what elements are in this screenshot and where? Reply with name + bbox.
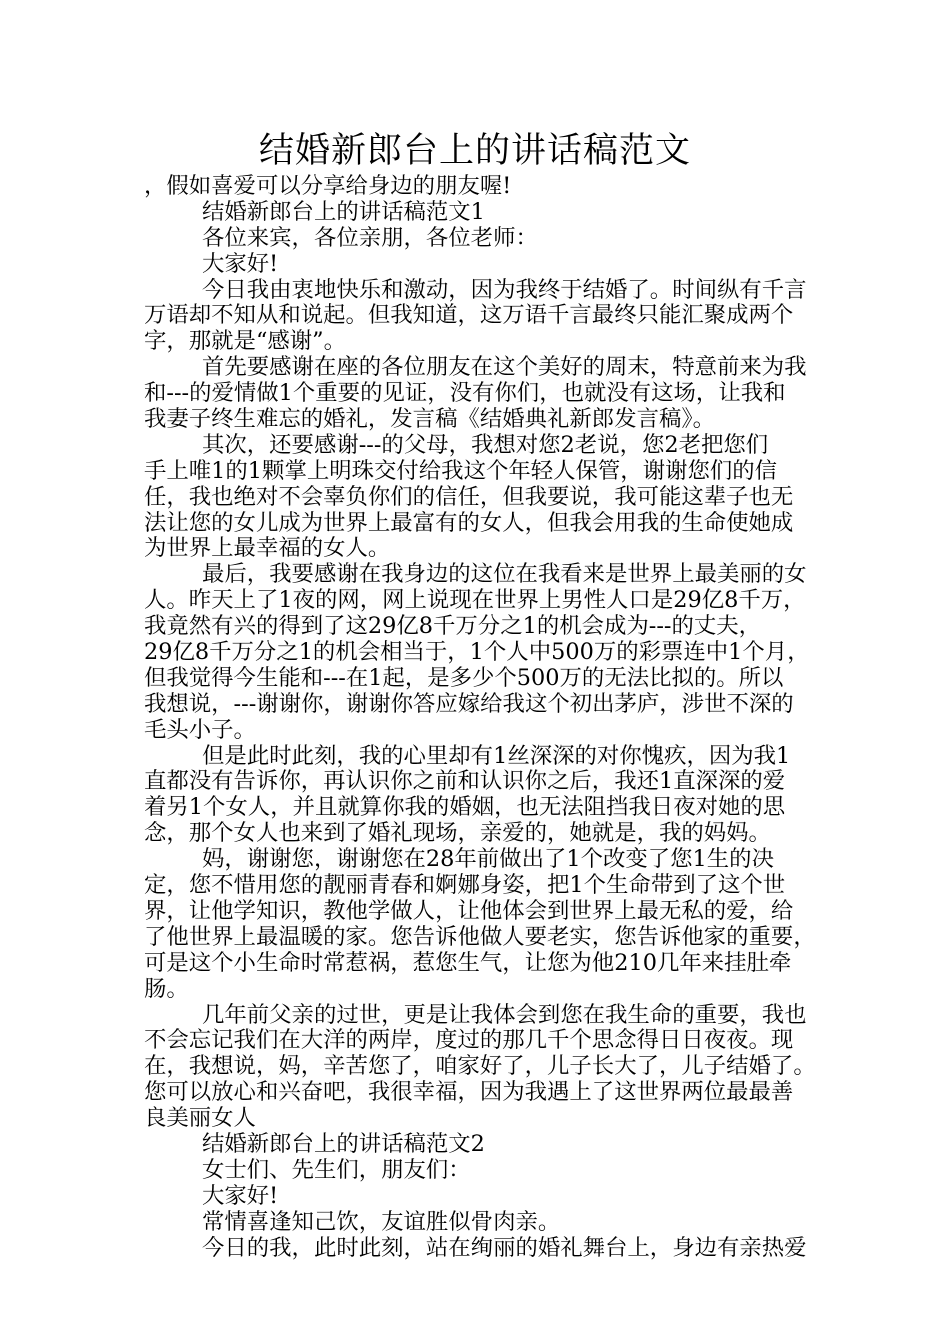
text-line: 在，我想说，妈，辛苦您了，咱家好了，儿子长大了，儿子结婚了。 xyxy=(144,1053,816,1080)
text-line: 29亿8千万分之1的机会相当于，1个人中500万的彩票连中1个月， xyxy=(144,639,810,666)
text-line: 良美丽女人 xyxy=(144,1105,256,1132)
text-line: 几年前父亲的过世，更是让我体会到您在我生命的重要，我也 xyxy=(202,1001,807,1028)
text-line: 首先要感谢在座的各位朋友在这个美好的周末，特意前来为我 xyxy=(202,354,807,381)
text-line: 今日的我，此时此刻，站在绚丽的婚礼舞台上，身边有亲热爱 xyxy=(202,1234,807,1261)
text-line: 定，您不惜用您的靓丽青春和婀娜身姿，把1个生命带到了这个世 xyxy=(144,872,786,899)
text-line: 可是这个小生命时常惹祸，惹您生气，让您为他210几年来挂肚牵 xyxy=(144,949,792,976)
text-line: 最后，我要感谢在我身边的这位在我看来是世界上最美丽的女 xyxy=(202,561,807,588)
text-line: 我竟然有兴的得到了这29亿8千万分之1的机会成为---的丈夫， xyxy=(144,613,762,640)
text-line: 我妻子终生难忘的婚礼，发言稿《结婚典礼新郎发言稿》。 xyxy=(144,406,715,433)
text-line: 着另1个女人，并且就算你我的婚姻，也无法阻挡我日夜对她的思 xyxy=(144,794,786,821)
text-line: 万语却不知从和说起。但我知道，这万语千言最终只能汇聚成两个 xyxy=(144,302,794,329)
text-line: 结婚新郎台上的讲话稿范文2 xyxy=(202,1130,485,1157)
document-title: 结婚新郎台上的讲话稿范文 xyxy=(258,131,691,171)
text-line: 各位来宾，各位亲朋，各位老师： xyxy=(202,224,538,251)
text-line: 肠。 xyxy=(144,975,189,1002)
text-line: 其次，还要感谢---的父母，我想对您2老说，您2老把您们 xyxy=(202,431,769,458)
text-line: 了他世界上最温暖的家。您告诉他做人要老实，您告诉他家的重要， xyxy=(144,923,816,950)
text-line: 毛头小子。 xyxy=(144,716,256,743)
text-line: 法让您的女儿成为世界上最富有的女人，但我会用我的生命使她成 xyxy=(144,509,794,536)
text-line: 常情喜逢知己饮，友谊胜似骨肉亲。 xyxy=(202,1208,561,1235)
text-line: 直都没有告诉你，再认识你之前和认识你之后，我还1直深深的爱 xyxy=(144,768,786,795)
text-line: 您可以放心和兴奋吧，我很幸福，因为我遇上了这世界两位最最善 xyxy=(144,1079,794,1106)
text-line: 念，那个女人也来到了婚礼现场，亲爱的，她就是，我的妈妈。 xyxy=(144,820,771,847)
text-line: 妈，谢谢您，谢谢您在28年前做出了1个改变了您1生的决 xyxy=(202,846,774,873)
text-line: 大家好! xyxy=(202,250,279,277)
text-line: 手上唯1的1颗掌上明珠交付给我这个年轻人保管，谢谢您们的信 xyxy=(144,457,778,484)
text-line: 字，那就是“感谢”。 xyxy=(144,328,347,355)
text-line: 女士们、先生们，朋友们： xyxy=(202,1156,471,1183)
text-line: ，假如喜爱可以分享给身边的朋友喔! xyxy=(144,173,512,199)
text-line: 为世界上最幸福的女人。 xyxy=(144,535,391,562)
text-line: 不会忘记我们在大洋的两岸，度过的那几千个思念得日日夜夜。现 xyxy=(144,1027,794,1054)
text-line: 我想说，---谢谢你，谢谢你答应嫁给我这个初出茅庐，涉世不深的 xyxy=(144,690,794,717)
text-line: 但是此时此刻，我的心里却有1丝深深的对你愧疚，因为我1 xyxy=(202,742,791,769)
text-line: 但我觉得今生能和---在1起，是多少个500万的无法比拟的。所以 xyxy=(144,664,784,691)
text-line: 今日我由衷地快乐和激动，因为我终于结婚了。时间纵有千言 xyxy=(202,276,807,303)
text-line: 结婚新郎台上的讲话稿范文1 xyxy=(202,198,485,225)
text-line: 人。昨天上了1夜的网，网上说现在世界上男性人口是29亿8千万， xyxy=(144,587,806,614)
text-line: 大家好! xyxy=(202,1182,279,1209)
text-line: 界，让他学知识，教他学做人，让他体会到世界上最无私的爱，给 xyxy=(144,897,794,924)
text-line: 和---的爱情做1个重要的见证，没有你们，也就没有这场，让我和 xyxy=(144,380,786,407)
text-line: 任，我也绝对不会辜负你们的信任，但我要说，我可能这辈子也无 xyxy=(144,483,794,510)
document-body xyxy=(144,174,834,1261)
